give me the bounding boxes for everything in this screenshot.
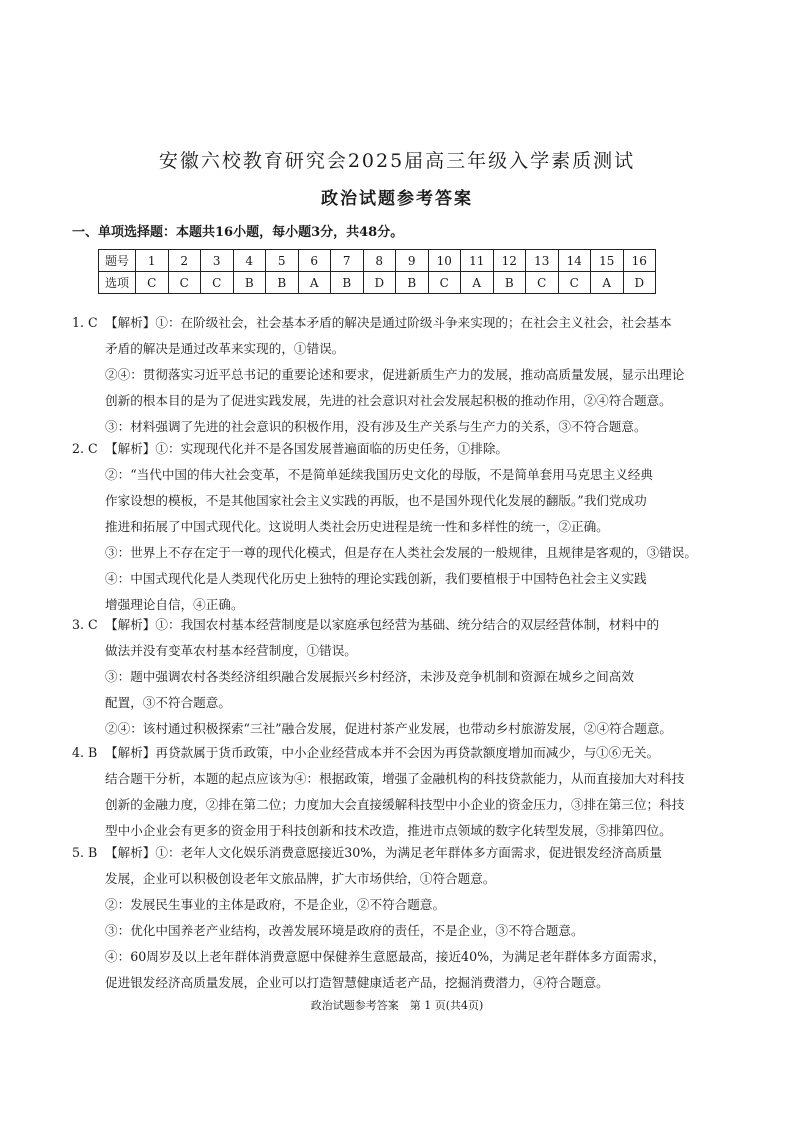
question-number: 1. C <box>72 315 98 330</box>
table-cell: 9 <box>396 250 429 272</box>
table-row-label: 选项 <box>99 272 136 294</box>
explanation-line: ②：发展民生事业的主体是政府，不是企业，②不符合题意。 <box>105 897 446 912</box>
explanation-line: 结合题干分析，本题的起点应该为④：根据政策，增强了金融机构的科技贷款能力，从而直接加大对科技 <box>105 771 685 786</box>
explanation-line: ③：世界上不存在定于一尊的现代化模式，但是存在人类社会发展的一般规律，且规律是客观的，③错误。 <box>105 545 697 560</box>
answer-explanation-3 <box>72 612 724 742</box>
answer-explanation-1 <box>72 310 724 440</box>
table-cell: B <box>331 272 364 294</box>
table-cell: 14 <box>558 250 591 272</box>
document-title: 安徽六校教育研究会2025届高三年级入学素质测试 <box>158 150 636 172</box>
answer-table <box>98 249 656 294</box>
table-cell: 4 <box>233 250 266 272</box>
explanation-line: 型中小企业会有更多的资金用于科技创新和技术改造，推进市点领域的数字化转型发展，⑤排第四位。 <box>105 823 672 838</box>
table-cell: 16 <box>623 250 656 272</box>
explanation-line: 促进银发经济高质量发展，企业可以打造智慧健康适老产品，挖掘消费潜力，④符合题意。 <box>105 975 609 990</box>
explanation-line: 【解析】再贷款属于货币政策，中小企业经营成本并不会因为再贷款额度增加而减少，与①⑥无关。 <box>105 745 660 760</box>
explanation-line: 【解析】①：在阶级社会，社会基本矛盾的解决是通过阶级斗争来实现的；在社会主义社会，社会基本 <box>105 315 672 330</box>
question-number: 4. B <box>72 745 98 760</box>
explanation-line: 创新的根本目的是为了促进实践发展，先进的社会意识对社会发展起积极的推动作用，②④符合题意。 <box>105 393 672 408</box>
answer-table-number-row <box>99 250 656 272</box>
explanation-line: ②：“当代中国的伟大社会变革，不是简单延续我国历史文化的母版，不是简单套用马克思主义经典 <box>105 467 653 482</box>
table-cell: 3 <box>201 250 234 272</box>
explanation-line: ②④：该村通过积极探索“三社”融合发展，促进村茶产业发展，也带动乡村旅游发展，②④符合题意。 <box>105 721 673 736</box>
table-cell: 5 <box>266 250 299 272</box>
question-number: 5. B <box>72 845 98 860</box>
table-cell: C <box>201 272 234 294</box>
explanation-line: ④：60周岁及以上老年群体消费意愿中保健养生意愿最高，接近40%，为满足老年群体多方面需求， <box>105 949 666 964</box>
explanation-line: ④：中国式现代化是人类现代化历史上独特的理论实践创新，我们要植根于中国特色社会主义实践 <box>105 571 647 586</box>
table-cell: B <box>493 272 526 294</box>
explanation-line: 创新的金融力度，②排在第二位；力度加大会直接缓解科技型中小企业的资金压力，③排在第三位；科技 <box>105 797 685 812</box>
table-cell: 1 <box>136 250 169 272</box>
explanation-line: 配置，③不符合题意。 <box>105 695 231 710</box>
explanation-line: 做法并没有变革农村基本经营制度，①错误。 <box>105 643 357 658</box>
explanation-line: 发展，企业可以积极创设老年文旅品牌，扩大市场供给，①符合题意。 <box>105 871 496 886</box>
table-cell: C <box>168 272 201 294</box>
table-cell: C <box>526 272 559 294</box>
explanation-line: 【解析】①：我国农村基本经营制度是以家庭承包经营为基础、统分结合的双层经营体制，材料中的 <box>105 617 660 632</box>
answer-explanation-2 <box>72 436 724 618</box>
document-subtitle: 政治试题参考答案 <box>321 189 473 209</box>
table-cell: C <box>136 272 169 294</box>
explanation-line: ③：材料强调了先进的社会意识的积极作用，没有涉及生产关系与生产力的关系，③不符合题意。 <box>105 419 647 434</box>
table-cell: 8 <box>363 250 396 272</box>
table-cell: 6 <box>298 250 331 272</box>
table-cell: D <box>623 272 656 294</box>
explanation-line: 作家设想的模板，不是其他国家社会主义实践的再版，也不是国外现代化发展的翻版。”我们党成功 <box>105 493 647 508</box>
answer-explanation-4 <box>72 740 724 844</box>
table-cell: 10 <box>428 250 461 272</box>
table-cell: 7 <box>331 250 364 272</box>
table-row-label: 题号 <box>99 250 136 272</box>
table-cell: A <box>591 272 624 294</box>
explanation-line: ②④：贯彻落实习近平总书记的重要论述和要求，促进新质生产力的发展，推动高质量发展，显示出理论 <box>105 367 685 382</box>
explanation-line: 增强理论自信，④正确。 <box>105 597 244 612</box>
table-cell: C <box>558 272 591 294</box>
explanation-line: 推进和拓展了中国式现代化。这说明人类社会历史进程是统一性和多样性的统一，②正确。 <box>105 519 609 534</box>
table-cell: B <box>266 272 299 294</box>
explanation-line: ③：题中强调农村各类经济组织融合发展振兴乡村经济，未涉及竞争机制和资源在城乡之间高效 <box>105 669 634 684</box>
section-heading: 一、单项选择题：本题共16小题，每小题3分，共48分。 <box>72 225 404 240</box>
table-cell: A <box>461 272 494 294</box>
table-cell: 15 <box>591 250 624 272</box>
table-cell: 12 <box>493 250 526 272</box>
explanation-line: 【解析】①：老年人文化娱乐消费意愿接近30%，为满足老年群体多方面需求，促进银发经济高质量 <box>105 845 662 860</box>
explanation-line: 矛盾的解决是通过改革来实现的，①错误。 <box>105 341 345 356</box>
table-cell: 13 <box>526 250 559 272</box>
table-cell: B <box>396 272 429 294</box>
table-cell: 11 <box>461 250 494 272</box>
answer-explanation-5 <box>72 840 724 996</box>
explanation-line: ③：优化中国养老产业结构，改善发展环境是政府的责任，不是企业，③不符合题意。 <box>105 923 584 938</box>
question-number: 2. C <box>72 441 98 456</box>
table-cell: A <box>298 272 331 294</box>
table-cell: 2 <box>168 250 201 272</box>
table-cell: D <box>363 272 396 294</box>
page-footer: 政治试题参考答案 第 1 页(共4页) <box>310 999 484 1012</box>
answer-table-answer-row <box>99 272 656 294</box>
table-cell: C <box>428 272 461 294</box>
question-number: 3. C <box>72 617 98 632</box>
explanation-line: 【解析】①：实现现代化并不是各国发展普遍面临的历史任务，①排除。 <box>105 441 508 456</box>
table-cell: B <box>233 272 266 294</box>
